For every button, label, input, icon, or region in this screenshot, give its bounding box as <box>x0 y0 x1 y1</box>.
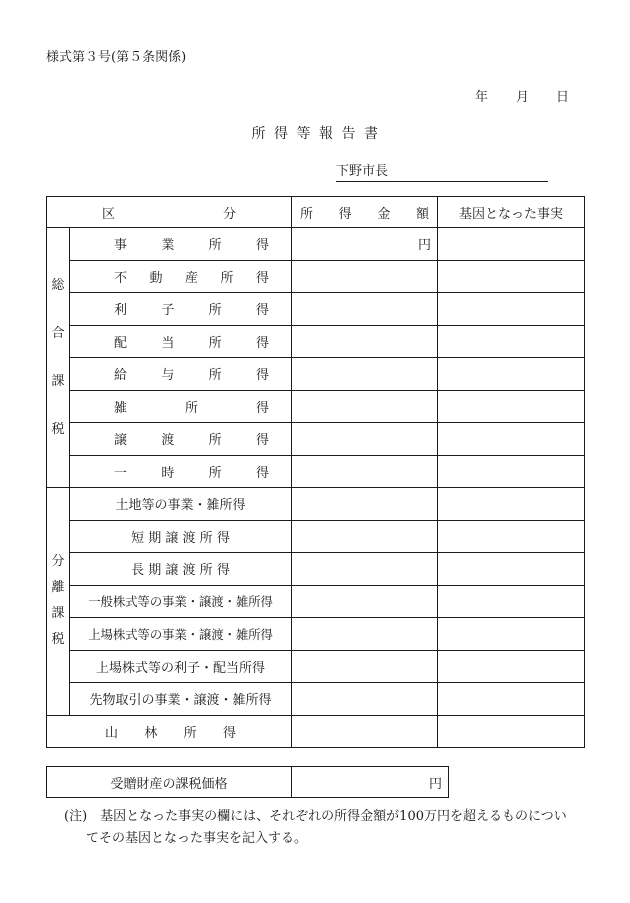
amount-cell[interactable] <box>292 390 438 423</box>
table-row <box>47 423 585 456</box>
table-row <box>47 488 585 521</box>
amount-cell[interactable] <box>292 293 438 326</box>
amount-cell[interactable] <box>292 650 438 683</box>
table-row <box>47 650 585 683</box>
addressee: 下野市長 <box>336 160 548 182</box>
item-zatsu: 雑 所 得 <box>70 390 292 423</box>
basis-cell[interactable] <box>438 585 585 618</box>
item-haitou: 配 当 所 得 <box>70 325 292 358</box>
amount-cell[interactable] <box>292 715 438 748</box>
item-tanki: 短 期 譲 渡 所 得 <box>70 520 292 553</box>
table-row <box>47 228 585 261</box>
item-tochi: 土地等の事業・雑所得 <box>70 488 292 521</box>
item-sanrin: 山 林 所 得 <box>47 715 292 748</box>
amount-cell[interactable] <box>292 520 438 553</box>
gift-amount-cell[interactable]: 円 <box>292 767 449 798</box>
table-row <box>47 553 585 586</box>
footnote-line2: てその基因となった事実を記入する。 <box>86 831 308 846</box>
gift-row <box>47 767 449 798</box>
amount-cell[interactable] <box>292 683 438 716</box>
amount-cell[interactable]: 円 <box>292 228 438 261</box>
item-jigyou: 事 業 所 得 <box>70 228 292 261</box>
item-sakimono: 先物取引の事業・譲渡・雑所得 <box>70 683 292 716</box>
table-row <box>47 390 585 423</box>
table-row <box>47 715 585 748</box>
gift-label: 受贈財産の課税価格 <box>47 767 292 798</box>
amount-cell[interactable] <box>292 585 438 618</box>
item-jouto: 譲 渡 所 得 <box>70 423 292 456</box>
basis-cell[interactable] <box>438 520 585 553</box>
amount-cell[interactable] <box>292 358 438 391</box>
basis-cell[interactable] <box>438 293 585 326</box>
table-header-row <box>47 197 585 228</box>
basis-cell[interactable] <box>438 228 585 261</box>
table-row <box>47 585 585 618</box>
header-basis: 基因となった事実 <box>438 197 585 228</box>
amount-cell[interactable] <box>292 423 438 456</box>
table-row <box>47 520 585 553</box>
header-kubun: 区 分 <box>47 197 292 228</box>
date-day-label: 日 <box>556 90 570 105</box>
item-fudousan: 不 動 産 所 得 <box>70 260 292 293</box>
document-title: 所 得 等 報 告 書 <box>251 126 379 142</box>
basis-cell[interactable] <box>438 488 585 521</box>
item-ippan-kabushiki: 一般株式等の事業・譲渡・雑所得 <box>70 585 292 618</box>
basis-cell[interactable] <box>438 358 585 391</box>
amount-cell[interactable] <box>292 488 438 521</box>
basis-cell[interactable] <box>438 423 585 456</box>
basis-cell[interactable] <box>438 715 585 748</box>
table-row <box>47 260 585 293</box>
basis-cell[interactable] <box>438 455 585 488</box>
table-row <box>47 618 585 651</box>
footnote <box>64 806 584 850</box>
footnote-line1: 基因となった事実の欄には、それぞれの所得金額が100万円を超えるものについ <box>100 809 567 824</box>
item-rishi: 利 子 所 得 <box>70 293 292 326</box>
table-row <box>47 325 585 358</box>
basis-cell[interactable] <box>438 260 585 293</box>
amount-cell[interactable] <box>292 260 438 293</box>
item-chouki: 長 期 譲 渡 所 得 <box>70 553 292 586</box>
group-label-sougou: 総 合 課 税 <box>47 228 70 488</box>
table-row <box>47 293 585 326</box>
amount-cell[interactable] <box>292 325 438 358</box>
form-number: 様式第３号(第５条関係) <box>46 50 187 65</box>
date-year-label: 年 <box>475 90 489 105</box>
date-month-label: 月 <box>516 90 530 105</box>
amount-cell[interactable] <box>292 553 438 586</box>
item-kyuuyo: 給 与 所 得 <box>70 358 292 391</box>
amount-cell[interactable] <box>292 618 438 651</box>
basis-cell[interactable] <box>438 553 585 586</box>
item-ichiji: 一 時 所 得 <box>70 455 292 488</box>
item-joujou-rishi-haitou: 上場株式等の利子・配当所得 <box>70 650 292 683</box>
gift-table <box>46 766 449 798</box>
basis-cell[interactable] <box>438 325 585 358</box>
table-row <box>47 683 585 716</box>
amount-cell[interactable] <box>292 455 438 488</box>
basis-cell[interactable] <box>438 650 585 683</box>
basis-cell[interactable] <box>438 390 585 423</box>
group-label-bunri: 分 離 課 税 <box>47 488 70 716</box>
basis-cell[interactable] <box>438 618 585 651</box>
table-row <box>47 455 585 488</box>
income-report-table <box>46 196 585 748</box>
table-row <box>47 358 585 391</box>
basis-cell[interactable] <box>438 683 585 716</box>
header-amount: 所 得 金 額 <box>292 197 438 228</box>
footnote-prefix: (注) <box>64 809 88 824</box>
item-joujou-kabushiki: 上場株式等の事業・譲渡・雑所得 <box>70 618 292 651</box>
